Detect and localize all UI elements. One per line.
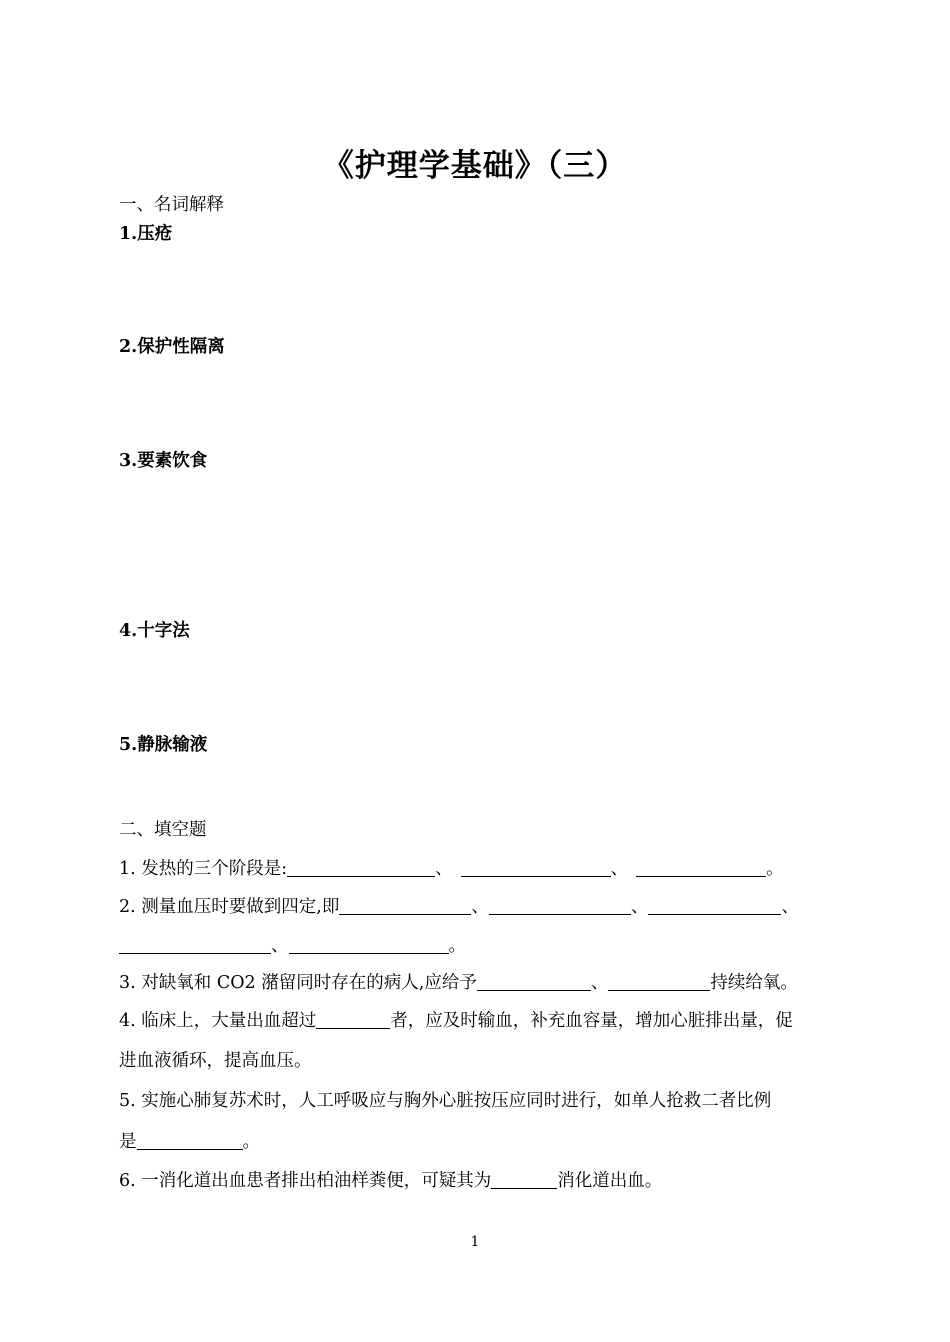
term-2: 2.保护性隔离	[119, 337, 225, 357]
separator: 、	[590, 973, 609, 993]
question-3-text: 3. 对缺氧和 CO2 潴留同时存在的病人,应给予	[119, 973, 477, 993]
section1-heading: 一、名词解释	[119, 195, 224, 215]
question-2-line2	[119, 932, 466, 957]
question-4-line2: 进血液循环，提高血压。	[119, 1051, 312, 1071]
separator: 、	[610, 859, 629, 879]
question-1-text: 1. 发热的三个阶段是:	[119, 859, 288, 879]
blank-field[interactable]	[287, 859, 435, 878]
question-6-end: 消化道出血。	[557, 1171, 663, 1191]
question-5-line2	[119, 1128, 260, 1153]
question-5-text-cont: 是	[119, 1132, 137, 1152]
question-2-line1	[119, 893, 799, 918]
document-title: 《护理学基础》（三）	[322, 148, 628, 184]
blank-field[interactable]	[491, 1171, 557, 1190]
blank-field[interactable]	[289, 936, 449, 955]
term-5: 5.静脉输液	[119, 735, 208, 755]
separator: 、	[471, 897, 489, 917]
term-4: 4.十字法	[119, 621, 190, 641]
question-4-line1	[119, 1007, 793, 1032]
blank-field[interactable]	[339, 897, 471, 916]
question-6	[119, 1167, 662, 1192]
blank-field[interactable]	[608, 973, 710, 992]
end-mark: 。	[448, 936, 466, 956]
separator: 、	[781, 897, 799, 917]
end-mark: 。	[242, 1132, 260, 1152]
blank-field[interactable]	[461, 859, 611, 878]
question-6-text: 6. 一消化道出血患者排出柏油样粪便，可疑其为	[119, 1171, 492, 1191]
page-number: 1	[470, 1234, 480, 1250]
separator: 、	[271, 936, 289, 956]
question-5-line1: 5. 实施心肺复苏术时，人工呼吸应与胸外心脏按压应同时进行，如单人抢救二者比例	[119, 1091, 772, 1111]
blank-field[interactable]	[636, 859, 766, 878]
blank-field[interactable]	[489, 897, 631, 916]
term-3: 3.要素饮食	[119, 451, 208, 471]
end-mark: 。	[766, 859, 784, 879]
question-1	[119, 855, 784, 880]
term-1: 1.压疮	[119, 224, 173, 244]
separator: 、	[435, 859, 453, 879]
question-2-text: 2. 测量血压时要做到四定,即	[119, 897, 340, 917]
question-4-text: 4. 临床上，大量出血超过	[119, 1011, 317, 1031]
section2-heading: 二、填空题	[119, 820, 207, 840]
end-mark: 持续给氧。	[710, 973, 798, 993]
blank-field[interactable]	[477, 973, 591, 992]
question-3	[119, 969, 798, 994]
blank-field[interactable]	[137, 1132, 243, 1151]
separator: 、	[630, 897, 649, 917]
blank-field[interactable]	[648, 897, 781, 916]
blank-field[interactable]	[119, 936, 271, 955]
blank-field[interactable]	[316, 1011, 390, 1030]
question-4-text-cont: 者，应及时输血，补充血容量，增加心脏排出量，促	[390, 1011, 793, 1031]
